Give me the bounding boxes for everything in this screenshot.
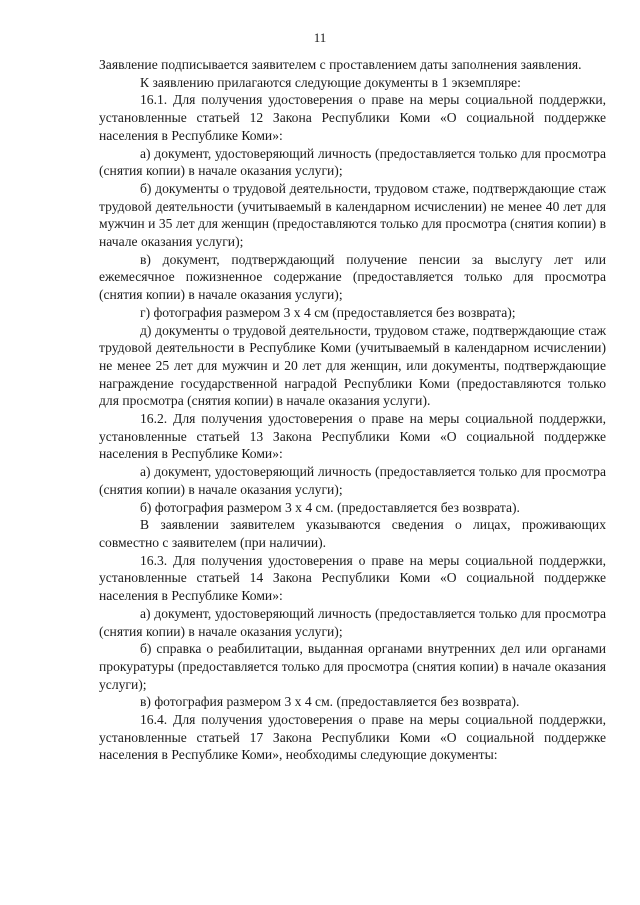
paragraph: а) документ, удостоверяющий личность (предоставляется только для просмотра (снятия копии) в начале оказания услуги); [99, 605, 606, 639]
paragraph: а) документ, удостоверяющий личность (предоставляется только для просмотра (снятия копии) в начале оказания услуги); [99, 464, 606, 497]
paragraph: в) документ, подтверждающий получение пенсии за выслугу лет или ежемесячное пожизненное содержание (предоставляется только для просмотра (снятия копии) в начале оказания услуги); [99, 251, 606, 303]
paragraph: Заявление подписывается заявителем с проставлением даты заполнения заявления. [99, 57, 582, 72]
paragraph: 16.4. Для получения удостоверения о праве на меры социальной поддержки, установленные статьей 17 Закона Республики Коми «О социальной поддержке населения в Республике Коми», необходимы следующие документы: [99, 712, 606, 763]
paragraph: д) документы о трудовой деятельности, трудовом стаже, подтверждающие стаж трудовой деятельности в Республике Коми (учитываемый в календарном исчислении) не менее 25 лет для мужчин и 20 лет для женщин, или документы, подтверждающие награждение государственной наградой Республики Коми (предоставляются только для просмотра (снятия копии) в начале оказания услуги). [99, 322, 606, 409]
paragraph: б) справка о реабилитации, выданная органами внутренних дел или органами прокуратуры (предоставляется только для просмотра (снятия копии) в начале оказания услуги); [99, 641, 606, 692]
paragraph: 16.1. Для получения удостоверения о праве на меры социальной поддержки, установленные статьей 12 Закона Республики Коми «О социальной поддержке населения в Республике Коми»: [99, 92, 606, 143]
paragraph: б) документы о трудовой деятельности, трудовом стаже, подтверждающие стаж трудовой деятельности (учитываемый в календарном исчислении) не менее 40 лет для мужчин и 35 лет для женщин (предоставляются только для просмотра (снятия копии) в начале оказания услуги); [99, 180, 606, 250]
page-number: 11 [313, 30, 327, 45]
document-body [99, 56, 606, 764]
paragraph: б) фотография размером 3 х 4 см. (предоставляется без возврата). [140, 499, 520, 515]
paragraph: в) фотография размером 3 х 4 см. (предоставляется без возврата). [140, 694, 520, 710]
paragraph: а) документ, удостоверяющий личность (предоставляется только для просмотра (снятия копии) в начале оказания услуги); [99, 145, 606, 179]
paragraph: 16.2. Для получения удостоверения о праве на меры социальной поддержки, установленные статьей 13 Закона Республики Коми «О социальной поддержке населения в Республике Коми»: [99, 411, 606, 462]
paragraph: г) фотография размером 3 х 4 см (предоставляется без возврата); [140, 304, 516, 320]
paragraph: В заявлении заявителем указываются сведения о лицах, проживающих совместно с заявителем (при наличии). [99, 517, 606, 550]
paragraph: К заявлению прилагаются следующие документы в 1 экземпляре: [140, 74, 521, 90]
paragraph: 16.3. Для получения удостоверения о праве на меры социальной поддержки, установленные статьей 14 Закона Республики Коми «О социальной поддержке населения в Республике Коми»: [99, 552, 606, 604]
